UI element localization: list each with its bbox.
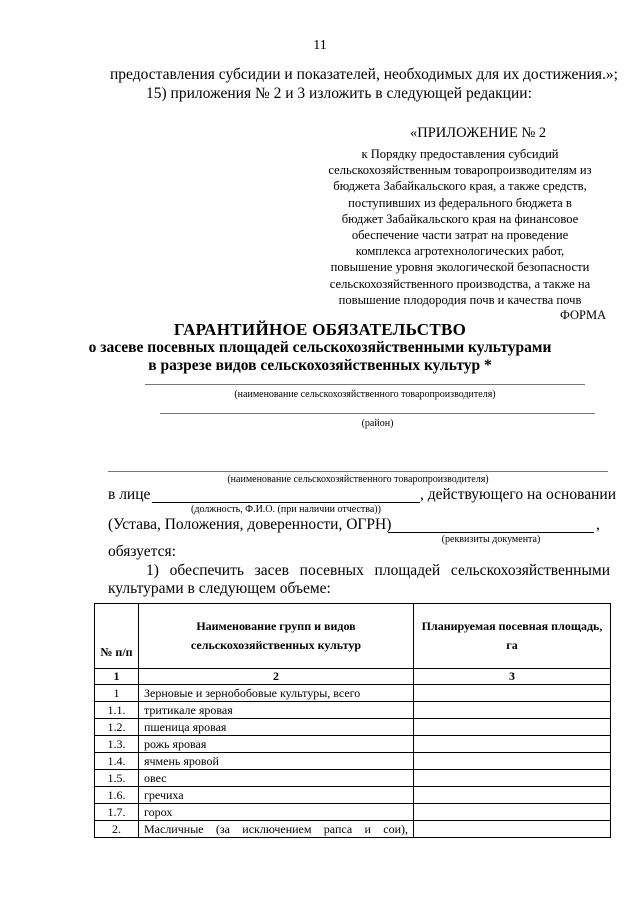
appendix-title: «ПРИЛОЖЕНИЕ № 2 (410, 125, 547, 141)
header-number: № п/п (95, 604, 139, 669)
row-crop-name: горох (139, 804, 414, 821)
producer-name-line-2[interactable] (108, 471, 608, 472)
district-line[interactable] (160, 413, 595, 414)
row-number: 1.2. (95, 719, 139, 736)
page-number: 11 (313, 38, 327, 53)
row-planned-area[interactable] (414, 685, 611, 702)
row-planned-area[interactable] (414, 702, 611, 719)
document-subtitle-2: в разрезе видов сельскохозяйственных культур * (148, 357, 492, 374)
row-crop-name: ячмень яровой (139, 753, 414, 770)
header-crop-name: Наименование групп и видов сельскохозяйственных культур (139, 604, 414, 669)
position-caption: (должность, Ф.И.О. (при наличии отчества)) (191, 504, 381, 515)
table-row (95, 685, 611, 702)
table-row (95, 753, 611, 770)
sowing-area-table (94, 603, 611, 838)
row-planned-area[interactable] (414, 804, 611, 821)
producer-name-line[interactable] (145, 384, 585, 385)
table-row (95, 736, 611, 753)
district-caption: (район) (361, 418, 394, 429)
acting-basis-label: , действующего на основании (420, 486, 616, 503)
table-numbering-row (95, 669, 611, 685)
producer-name-caption: (наименование сельскохозяйственного товаропроизводителя) (234, 389, 496, 400)
numbering-cell: 2 (139, 669, 414, 685)
row-planned-area[interactable] (414, 753, 611, 770)
row-planned-area[interactable] (414, 719, 611, 736)
obliges-label: обязуется: (108, 543, 176, 560)
row-planned-area[interactable] (414, 736, 611, 753)
table-row (95, 787, 611, 804)
document-subtitle-1: о засеве посевных площадей сельскохозяйственными культурами (88, 339, 552, 356)
row-number: 1.7. (95, 804, 139, 821)
document-title: ГАРАНТИЙНОЕ ОБЯЗАТЕЛЬСТВО (173, 320, 467, 339)
header-planned-area: Планируемая посевная площадь, га (414, 604, 611, 669)
numbering-cell: 1 (95, 669, 139, 685)
row-number: 1.5. (95, 770, 139, 787)
position-line[interactable] (152, 502, 420, 503)
form-label: ФОРМА (560, 308, 607, 322)
document-details-caption: (реквизиты документа) (441, 534, 541, 545)
row-crop-name: гречиха (139, 787, 414, 804)
row-number: 2. (95, 821, 139, 838)
row-crop-name: пшеница яровая (139, 719, 414, 736)
row-crop-name: Зерновые и зернобобовые культуры, всего (139, 685, 414, 702)
appendix-text (310, 146, 610, 308)
producer-name-caption-2: (наименование сельскохозяйственного товаропроизводителя) (227, 474, 489, 485)
table-header-row (95, 604, 611, 669)
documents-label: (Устава, Положения, доверенности, ОГРН) (108, 516, 392, 533)
appendix-line: повышение плодородия почв и качества почв (338, 292, 582, 307)
appendix-line: к Порядку предоставления субсидий (361, 147, 559, 161)
row-planned-area[interactable] (414, 787, 611, 804)
row-crop-name: тритикале яровая (139, 702, 414, 719)
row-planned-area[interactable] (414, 770, 611, 787)
table-row (95, 821, 611, 838)
appendix-line: сельскохозяйственным товаропроизводителям из (328, 163, 592, 178)
item-1-line-1: 1) обеспечить засев посевных площадей сельскохозяйственными (146, 562, 610, 579)
row-number: 1.6. (95, 787, 139, 804)
appendix-line: повышение уровня экологической безопасности (330, 260, 590, 275)
appendix-line: поступивших из федерального бюджета в (348, 195, 572, 210)
row-number: 1.3. (95, 736, 139, 753)
row-number: 1.4. (95, 753, 139, 770)
row-number: 1 (95, 685, 139, 702)
appendix-line: бюджет Забайкальского края на финансовое (341, 211, 579, 226)
row-crop-name: овес (139, 770, 414, 787)
appendix-line: бюджета Забайкальского края, а также средств, (333, 179, 587, 194)
appendix-line: сельскохозяйственного производства, а также на (329, 276, 591, 291)
intro-line-2: 15) приложения № 2 и 3 изложить в следующей редакции: (146, 85, 532, 102)
table-row (95, 702, 611, 719)
appendix-line: обеспечение части затрат на проведение (351, 228, 569, 243)
row-crop-name: рожь яровая (139, 736, 414, 753)
document-details-line[interactable] (388, 532, 594, 533)
table-row (95, 770, 611, 787)
row-number: 1.1. (95, 702, 139, 719)
appendix-line: комплекса агротехнологических работ, (355, 244, 565, 259)
documents-comma: , (596, 516, 600, 533)
table-row (95, 719, 611, 736)
row-planned-area[interactable] (414, 821, 611, 838)
row-crop-name: Масличные (за исключением рапса и сои), (139, 821, 414, 838)
numbering-cell: 3 (414, 669, 611, 685)
table-row (95, 804, 611, 821)
intro-line-1: предоставления субсидии и показателей, необходимых для их достижения.»; (110, 66, 618, 83)
in-person-label: в лице (108, 486, 151, 503)
item-1-line-2: культурами в следующем объеме: (108, 580, 331, 597)
